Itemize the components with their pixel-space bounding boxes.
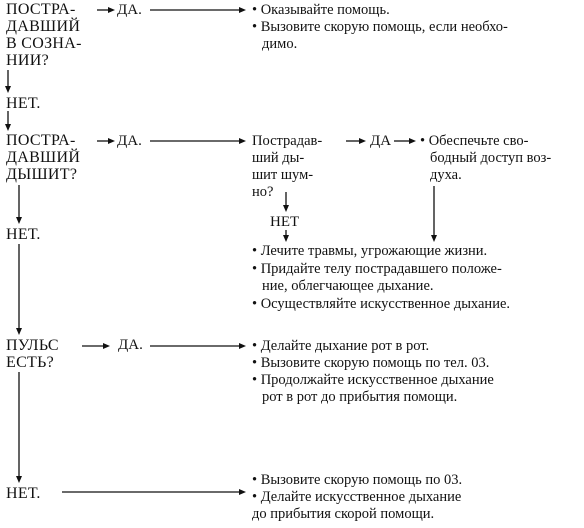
- q2-action-4: • Осуществляйте искусственное дыхание.: [252, 296, 511, 312]
- q1-action-1: • Оказывайте помощь.: [252, 2, 390, 18]
- arrow-q1-to-yes: [97, 7, 115, 13]
- q2-action-2: • Придайте телу пострадавшего положе-: [252, 261, 502, 277]
- q1-action-2: • Вызовите скорую помощь, если необхо-: [252, 19, 508, 35]
- q3-no-action-1: • Вызовите скорую помощь по 03.: [252, 472, 463, 488]
- arrow-q1-to-no: [5, 70, 11, 93]
- arrow-airway-to-actions: [431, 186, 437, 242]
- arrow-sub-yes-to-actions: [394, 138, 416, 144]
- q1-no-label: НЕТ.: [6, 95, 41, 112]
- arrow-q2-to-no: [16, 185, 22, 224]
- q3-no-action-3: до прибытия скорой помощи.: [252, 506, 435, 522]
- arrow-q3-no-to-actions: [62, 489, 246, 495]
- arrow-q3-yes-to-actions: [150, 343, 246, 349]
- q3-line-1: ПУЛЬС: [6, 337, 59, 354]
- q2-sub-yes-action-2: бодный доступ воз-: [430, 150, 552, 166]
- q1-line-1: ПОСТРА-: [6, 1, 76, 18]
- q2-action-1: • Лечите травмы, угрожающие жизни.: [252, 243, 488, 259]
- arrow-q2-no-to-q3: [16, 244, 22, 335]
- q1-yes-label: ДА.: [117, 2, 142, 18]
- arrow-sub-no-to-actions: [283, 230, 289, 242]
- q3-yes-action-2: • Вызовите скорую помощь по тел. 03.: [252, 355, 490, 371]
- q1-line-2: ДАВШИЙ: [6, 18, 81, 35]
- arrow-sub-to-yes: [346, 138, 366, 144]
- q1-action-3: димо.: [262, 36, 298, 52]
- q2-sub-line-3: шит шум-: [252, 167, 314, 183]
- q3-yes-action-3: • Продолжайте искусственное дыхание: [252, 372, 494, 388]
- arrow-sub-to-no: [283, 192, 289, 212]
- arrow-q2-to-yes: [97, 138, 115, 144]
- q2-no-label: НЕТ.: [6, 226, 41, 243]
- q2-sub-yes-action-1: • Обеспечьте сво-: [420, 133, 529, 149]
- q2-line-2: ДАВШИЙ: [6, 149, 81, 166]
- arrow-q3-to-no: [16, 372, 22, 483]
- q3-line-2: ЕСТЬ?: [6, 354, 55, 371]
- q2-sub-no-label: НЕТ: [270, 214, 300, 230]
- q2-sub-yes-label: ДА: [370, 133, 392, 149]
- q3-yes-action-4: рот в рот до прибытия помощи.: [262, 389, 458, 405]
- q3-yes-label: ДА.: [118, 337, 143, 353]
- q3-yes-action-1: • Делайте дыхание рот в рот.: [252, 338, 430, 354]
- q2-line-1: ПОСТРА-: [6, 132, 76, 149]
- q1-line-3: В СОЗНА-: [6, 35, 82, 52]
- q2-action-3: ние, облегчающее дыхание.: [262, 278, 434, 294]
- arrow-q1-yes-to-actions: [150, 7, 246, 13]
- q2-sub-line-4: но?: [252, 184, 274, 200]
- arrow-q2-yes-to-sub: [150, 138, 246, 144]
- q3-no-action-2: • Делайте искусственное дыхание: [252, 489, 462, 505]
- q2-sub-line-1: Пострадав-: [252, 133, 323, 149]
- q2-yes-label: ДА.: [117, 133, 142, 149]
- q3-no-label: НЕТ.: [6, 485, 41, 502]
- q1-line-4: НИИ?: [6, 52, 49, 69]
- q2-line-3: ДЫШИТ?: [6, 166, 78, 183]
- arrow-q3-to-yes: [82, 343, 110, 349]
- q2-sub-line-2: ший ды-: [252, 150, 305, 166]
- q2-sub-yes-action-3: духа.: [430, 167, 462, 183]
- arrow-q1-no-to-q2: [5, 111, 11, 131]
